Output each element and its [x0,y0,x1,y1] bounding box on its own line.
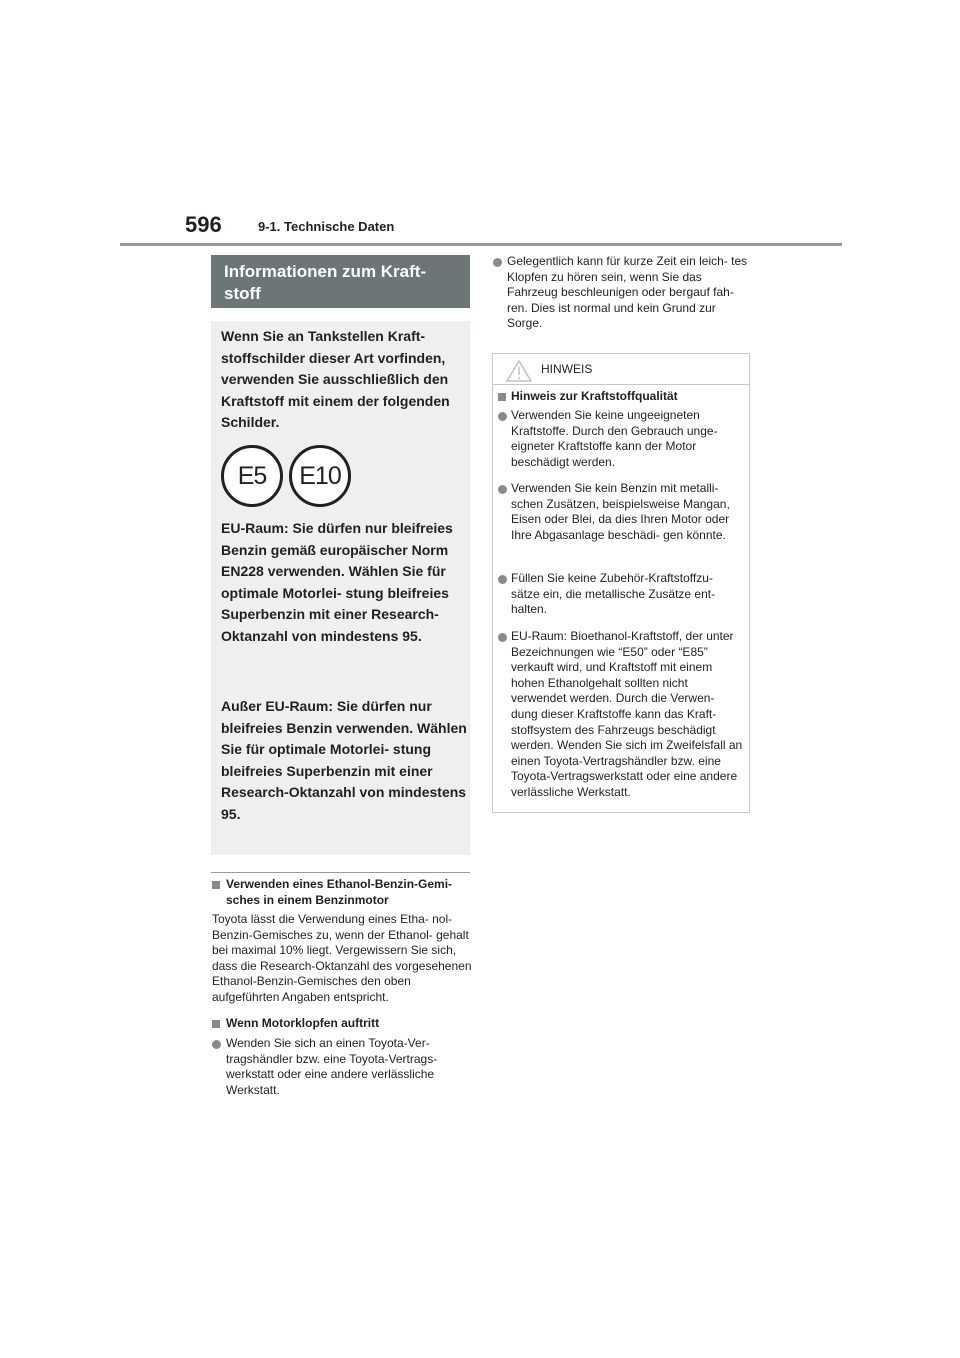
hinweis-bullet: Verwenden Sie kein Benzin mit metalli- schen Zusätzen, beispielsweise Mangan, Eisen oder Blei, da dies Ihren Motor oder Ihre Abgasanlage beschädi- gen könnte. [511,481,730,542]
square-bullet-icon [212,1020,220,1028]
knock-note: Gelegentlich kann für kurze Zeit ein leich- tes Klopfen zu hören sein, wenn Sie das Fahrzeug beschleunigen oder bergauf fah- ren. Dies ist normal und kein Grund zur Sorge. [507,254,748,331]
knock-heading: Wenn Motorklopfen auftritt [226,1016,380,1030]
info-box-eu: EU-Raum: Sie dürfen nur bleifreies Benzin gemäß europäischer Norm EN228 verwenden. Wählen Sie für optimale Motorlei- stung bleifreies Superbenzin mit einer Research-Oktanzahl von mindestens 95. [221,520,453,644]
e10-fuel-sign: E10 [289,445,351,507]
info-box-non-eu: Außer EU-Raum: Sie dürfen nur bleifreies Benzin verwenden. Wählen Sie für optimale Motorlei- stung bleifreies Superbenzin mit einer Research-Oktanzahl von mindestens 95. [221,698,467,822]
square-bullet-icon [498,393,506,401]
info-box-title: Informationen zum Kraft- stoff [224,262,427,303]
hinweis-title: HINWEIS [541,362,593,376]
hinweis-heading: Hinweis zur Kraftstoffqualität [511,389,678,403]
page-number: 596 [185,212,222,237]
round-bullet-icon [493,258,502,267]
round-bullet-icon [212,1040,221,1049]
info-box-header [211,255,470,308]
hinweis-box [492,353,750,813]
square-bullet-icon [212,881,220,889]
warning-triangle-icon [506,360,532,382]
ethanol-heading: Verwenden eines Ethanol-Benzin-Gemi- sches in einem Benzinmotor [226,877,453,907]
round-bullet-icon [498,485,507,494]
hinweis-header [493,354,749,385]
box-separator [211,872,470,873]
fuel-signs [221,445,351,509]
ethanol-text: Toyota lässt die Verwendung eines Etha- nol-Benzin-Gemisches zu, wenn der Ethanol- gehalt bei maximal 10% liegt. Vergewissern Sie sich, dass die Research-Oktanzahl des vorgesehenen Ethanol-Benzin-Gemisches den oben aufgeführten Angaben entspricht. [212,912,472,1004]
hinweis-bullet: Verwenden Sie keine ungeeigneten Kraftstoffe. Durch den Gebrauch unge- eigneter Kraftstoffe kann der Motor beschädigt werden. [511,408,718,469]
round-bullet-icon [498,575,507,584]
knock-bullet: Wenden Sie sich an einen Toyota-Ver- tragshändler bzw. eine Toyota-Vertrags- werkstatt oder eine andere verlässliche Werkstatt. [226,1036,438,1097]
hinweis-bullet: Füllen Sie keine Zubehör-Kraftstoffzu- sätze ein, die metallische Zusätze ent- halten. [511,571,716,617]
info-box-body [211,321,470,855]
chapter-title: 9-1. Technische Daten [258,219,395,234]
hinweis-bullet: EU-Raum: Bioethanol-Kraftstoff, der unter Bezeichnungen wie “E50” oder “E85” verkauft wird, und Kraftstoff mit einem hohen Ethanolgehalt sollten nicht verwendet werden. Durch die Verwen- dung dieser Kraftstoffe kann das Kraft- stoffsystem des Fahrzeugs beschädigt werden. Wenden Sie sich im Zweifelsfall an einen Toyota-Vertragshändler bzw. eine Toyota-Vertragswerkstatt oder eine andere verlässliche Werkstatt. [511,629,743,799]
e5-fuel-sign: E5 [221,445,283,507]
round-bullet-icon [498,412,507,421]
round-bullet-icon [498,633,507,642]
header-rule [120,243,842,246]
info-box-intro: Wenn Sie an Tankstellen Kraft- stoffschilder dieser Art vorfinden, verwenden Sie ausschließlich den Kraftstoff mit einem der folgenden Schilder. [221,328,450,431]
